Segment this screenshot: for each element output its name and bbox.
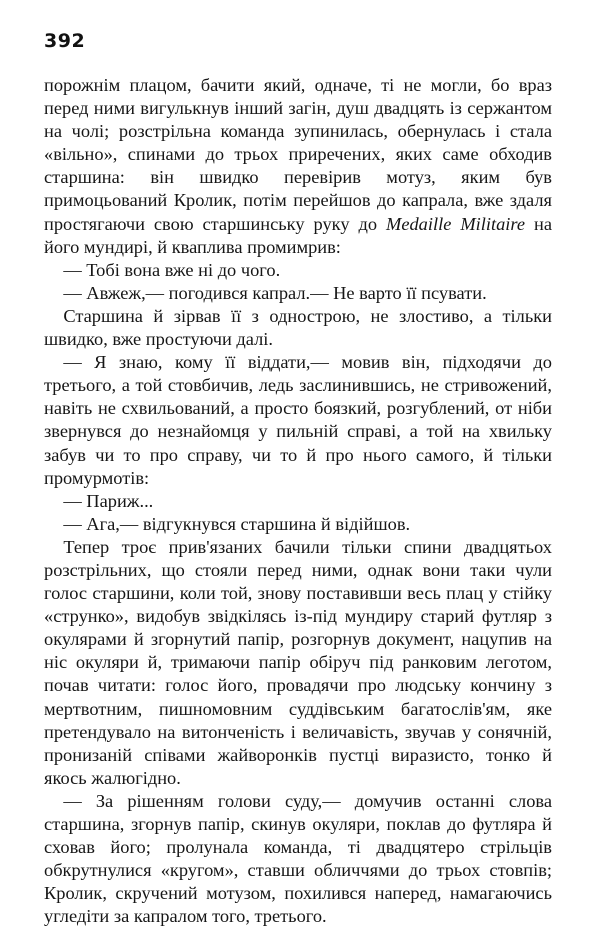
text-run: — За рішенням голови суду,— домучив останні слова старшина, згорнув папір, скинув окуляри, поклав до футляра й сховав його; пролунала команда, ті двадцятеро стрільців обкрутнулися «кругом», ставши обличчями до трьох стовпів; Кролик, скручений мотузом, похилився наперед, намагаючись угледіти за капралом того, третього. [44, 790, 552, 927]
text-run: — Тобі вона вже ні до чого. [63, 259, 281, 280]
paragraph [44, 305, 552, 351]
text-run: Старшина й зірвав її з однострою, не злостиво, а тільки швидко, вже простуючи далі. [44, 305, 552, 350]
text-run: — Париж... [63, 490, 154, 511]
paragraph [44, 790, 552, 928]
paragraph [44, 282, 552, 305]
italic-text-run: Medaille Militaire [386, 213, 526, 234]
paragraph [44, 490, 552, 513]
text-run: на його мундирі, й кваплива промимрив: [44, 213, 552, 257]
paragraph [44, 536, 552, 790]
paragraph [44, 351, 552, 490]
paragraph [44, 259, 552, 282]
text-run: Тепер троє прив'язаних бачили тільки спини двадцятьох розстрільних, що стояли перед ними, однак вони таки чули голос старшини, коли той, знову поставивши весь плац у стійку «струнко», видобув звідкілясь із-під мундиру старий футляр з окулярами й згорнутий папір, розгорнув документ, нацупив на ніс окуляри й, тримаючи папір обіруч під ранковим леготом, почав читати: голос його, провадячи про людську кончину з мертвотним, пишномовним суддівським багатослів'ям, яке претендувало на витонченість і величавість, звучав у сонячній, пронизаній співами жайворонків пустці виразисто, тонко й якось жалюгідно. [44, 536, 552, 788]
text-run: порожнім плацом, бачити який, одначе, ті не могли, бо враз перед ними вигулькнув інший загін, душ двадцять із сержантом на чолі; розстрільна команда зупинилась, обернулась і стала «вільно», спинами до трьох приречених, яких саме обходив старшина: він швидко перевірив мотуз, яким був примоцьований Кролик, потім перейшов до капрала, вже здаля простягаючи свою старшинську руку до [44, 75, 552, 234]
text-run: — Я знаю, кому її віддати,— мовив він, підходячи до третього, а той стовбичив, ледь заслинившись, не стривожений, навіть не схвильований, а просто боязкий, розгублений, от ніби звернувся до незнайомця у пильній справі, а той на хвильку забув чи то про справу, чи то й про нього самого, й тільки промурмотів: [44, 352, 552, 488]
text-run: — Ага,— відгукнувся старшина й відійшов. [63, 513, 411, 534]
paragraph [44, 74, 552, 259]
page-number: 392 [44, 30, 86, 52]
paragraph [44, 513, 552, 536]
text-run: — Авжеж,— погодився капрал.— Не варто її псувати. [63, 282, 487, 303]
text-body [44, 74, 552, 928]
